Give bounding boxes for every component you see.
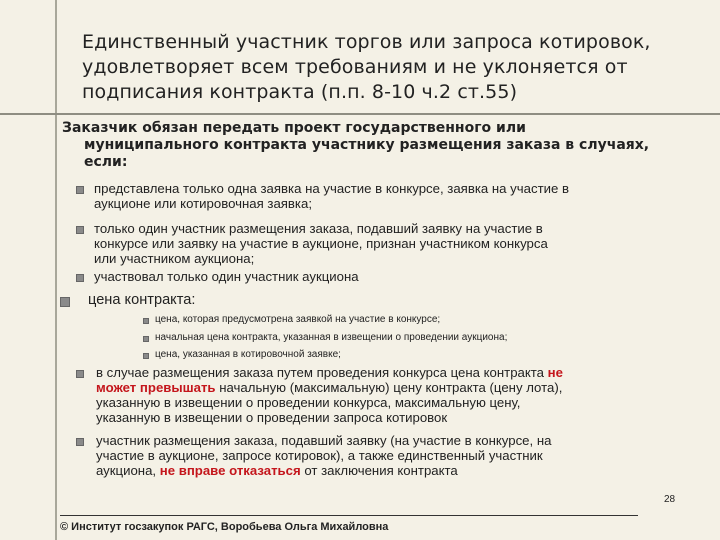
- square-bullet-icon: [143, 336, 149, 342]
- intro-line: Заказчик обязан передать проект государственного или: [62, 120, 526, 136]
- price-heading: цена контракта:: [88, 292, 196, 308]
- intro-line: муниципального контракта участнику размещения заказа в случаях,: [84, 137, 650, 153]
- vertical-rule: [55, 0, 57, 540]
- intro-paragraph: [62, 120, 702, 171]
- price-item: цена, которая предусмотрена заявкой на участие в конкурсе;: [155, 314, 441, 325]
- square-bullet-icon: [76, 438, 84, 446]
- square-bullet-icon: [76, 186, 84, 194]
- case-item: только один участник размещения заказа, подавший заявку на участие в конкурсе или заявку на участие в аукционе, признан участником конкурса или участником аукциона;: [94, 221, 548, 266]
- slide-title: [82, 30, 682, 105]
- title-line: подписания контракта (п.п. 8-10 ч.2 ст.55): [82, 81, 518, 103]
- footer-divider: [60, 515, 638, 516]
- square-bullet-icon: [143, 353, 149, 359]
- square-bullet-icon: [76, 370, 84, 378]
- title-line: удовлетворяет всем требованиям и не уклоняется от: [82, 56, 628, 78]
- title-line: Единственный участник торгов или запроса котировок,: [82, 31, 651, 53]
- square-bullet-icon: [143, 318, 149, 324]
- price-item: цена, указанная в котировочной заявке;: [155, 349, 341, 360]
- square-bullet-icon: [76, 226, 84, 234]
- footer-copyright: © Институт госзакупок РАГС, Воробьева Ольга Михайловна: [60, 521, 389, 533]
- page-number: 28: [664, 494, 676, 505]
- price-item: начальная цена контракта, указанная в извещении о проведении аукциона;: [155, 332, 508, 343]
- square-bullet-icon: [76, 274, 84, 282]
- condition-item: участник размещения заказа, подавший заявку (на участие в конкурсе, на участие в аукционе, запросе котировок), а также единственный участник аукциона, не вправе отказаться от заключения контракта: [96, 433, 552, 478]
- case-item: представлена только одна заявка на участие в конкурсе, заявка на участие в аукционе или котировочная заявка;: [94, 181, 569, 211]
- square-bullet-icon: [60, 297, 70, 307]
- case-item: участвовал только один участник аукциона: [94, 269, 359, 284]
- intro-line: если:: [84, 154, 128, 170]
- title-divider: [0, 113, 720, 115]
- condition-item: в случае размещения заказа путем проведения конкурса цена контракта не может превышать начальную (максимальную) цену контракта (цену лота), указанную в извещении о проведении конкурса, максимальную цену, указанную в извещении о проведении запроса котировок: [96, 365, 563, 425]
